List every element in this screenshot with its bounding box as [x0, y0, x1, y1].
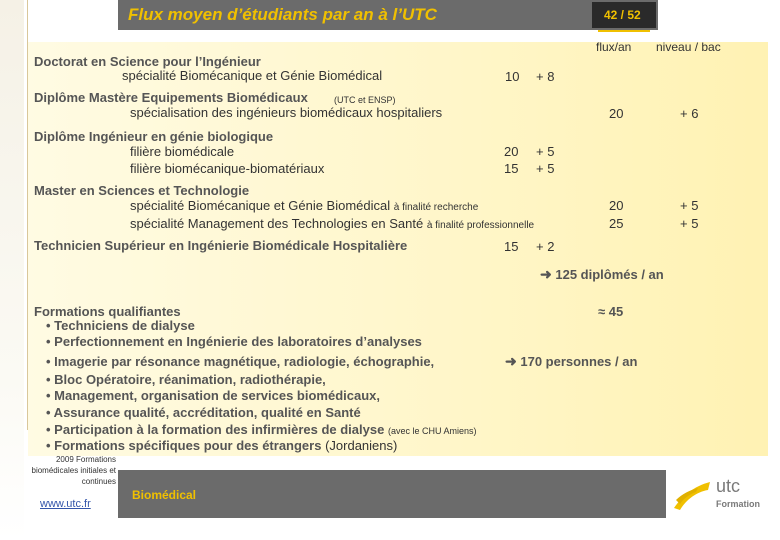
- footer-note: 2009 Formations biomédicales initiales et continues: [31, 455, 116, 486]
- mastere-spec: spécialisation des ingénieurs biomédicaux hospitaliers: [130, 105, 443, 120]
- side-bar: [0, 0, 24, 540]
- ingenieur-filiere-2-niveau: + 5: [536, 161, 555, 176]
- master-st-spec-1-label: spécialité Biomécanique et Génie Biomédical: [130, 198, 391, 213]
- website-link[interactable]: www.utc.fr: [40, 498, 91, 510]
- formation-item-label: • Participation à la formation des infirmières de dialyse: [46, 422, 385, 437]
- formation-item-label: • Formations spécifiques pour des étrangers: [46, 438, 322, 453]
- master-st-spec-1-note: à finalité recherche: [393, 202, 479, 213]
- total-formations-label: 170 personnes / an: [520, 354, 638, 369]
- formation-item: • Management, organisation de services biomédicaux,: [46, 388, 380, 403]
- ingenieur-filiere-1-flux: 20: [504, 144, 519, 159]
- technicien-niveau: + 2: [536, 239, 555, 254]
- ingenieur-filiere-2-flux: 15: [504, 161, 519, 176]
- page-title: Flux moyen d’étudiants par an à l’UTC: [128, 5, 437, 24]
- formation-item: [46, 438, 397, 453]
- master-st-spec-2-label: spécialité Management des Technologies en Santé: [130, 216, 424, 231]
- mastere-title: Diplôme Mastère Equipements Biomédicaux: [34, 90, 308, 105]
- formations-title: Formations qualifiantes: [34, 304, 181, 319]
- arrow-right-icon: ➜: [505, 353, 517, 369]
- technicien-title: Technicien Supérieur en Ingénierie Biomédicale Hospitalière: [34, 238, 408, 253]
- master-st-spec-1-flux: 20: [609, 198, 624, 213]
- slide-number: 42 / 52: [604, 8, 641, 22]
- doctorat-title: Doctorat en Science pour l’Ingénieur: [34, 54, 261, 69]
- ingenieur-title: Diplôme Ingénieur en génie biologique: [34, 129, 274, 144]
- master-st-spec-2-niveau: + 5: [680, 216, 699, 231]
- master-st-spec-2-flux: 25: [609, 216, 624, 231]
- footer-bar: [118, 470, 666, 518]
- master-st-spec-1: [130, 198, 478, 213]
- utc-logo-icon: [672, 478, 712, 512]
- master-st-title: Master en Sciences et Technologie: [34, 183, 250, 198]
- total-formations: [505, 353, 637, 370]
- utc-logo-subtext: Formation: [716, 499, 760, 509]
- master-st-spec-1-niveau: + 5: [680, 198, 699, 213]
- formation-item-note: (avec le CHU Amiens): [387, 426, 477, 436]
- mastere-flux: 20: [609, 106, 624, 121]
- doctorat-flux: 10: [505, 69, 520, 84]
- formation-item-note: (Jordaniens): [325, 438, 398, 453]
- total-diplomes-label: 125 diplômés / an: [555, 267, 664, 282]
- ingenieur-filiere-1-niveau: + 5: [536, 144, 555, 159]
- formations-count: ≈ 45: [598, 304, 624, 319]
- formation-item: • Perfectionnement en Ingénierie des laboratoires d’analyses: [46, 334, 422, 349]
- master-st-spec-2-note: à finalité professionnelle: [426, 220, 535, 231]
- footer-label: Biomédical: [132, 488, 197, 502]
- mastere-niveau: + 6: [680, 106, 699, 121]
- technicien-flux: 15: [504, 239, 519, 254]
- doctorat-niveau: + 8: [536, 69, 555, 84]
- formation-item: • Assurance qualité, accréditation, qualité en Santé: [46, 405, 361, 420]
- formation-item: • Imagerie par résonance magnétique, radiologie, échographie,: [46, 354, 435, 369]
- formation-item: • Bloc Opératoire, réanimation, radiothérapie,: [46, 372, 326, 387]
- master-st-spec-2: [130, 216, 534, 231]
- column-header-flux: flux/an: [596, 40, 632, 54]
- formation-item: • Techniciens de dialyse: [46, 318, 195, 333]
- slide-underline: [598, 30, 650, 32]
- ingenieur-filiere-2: filière biomécanique-biomatériaux: [130, 161, 325, 176]
- formation-item: [46, 422, 476, 437]
- arrow-right-icon: ➜: [540, 266, 552, 282]
- column-header-niveau: niveau / bac: [656, 40, 721, 54]
- utc-logo-text: utc: [716, 476, 741, 496]
- ingenieur-filiere-1: filière biomédicale: [130, 144, 235, 159]
- mastere-note: (UTC et ENSP): [334, 95, 396, 105]
- doctorat-spec: spécialité Biomécanique et Génie Biomédical: [122, 68, 383, 83]
- total-diplomes: [540, 266, 664, 283]
